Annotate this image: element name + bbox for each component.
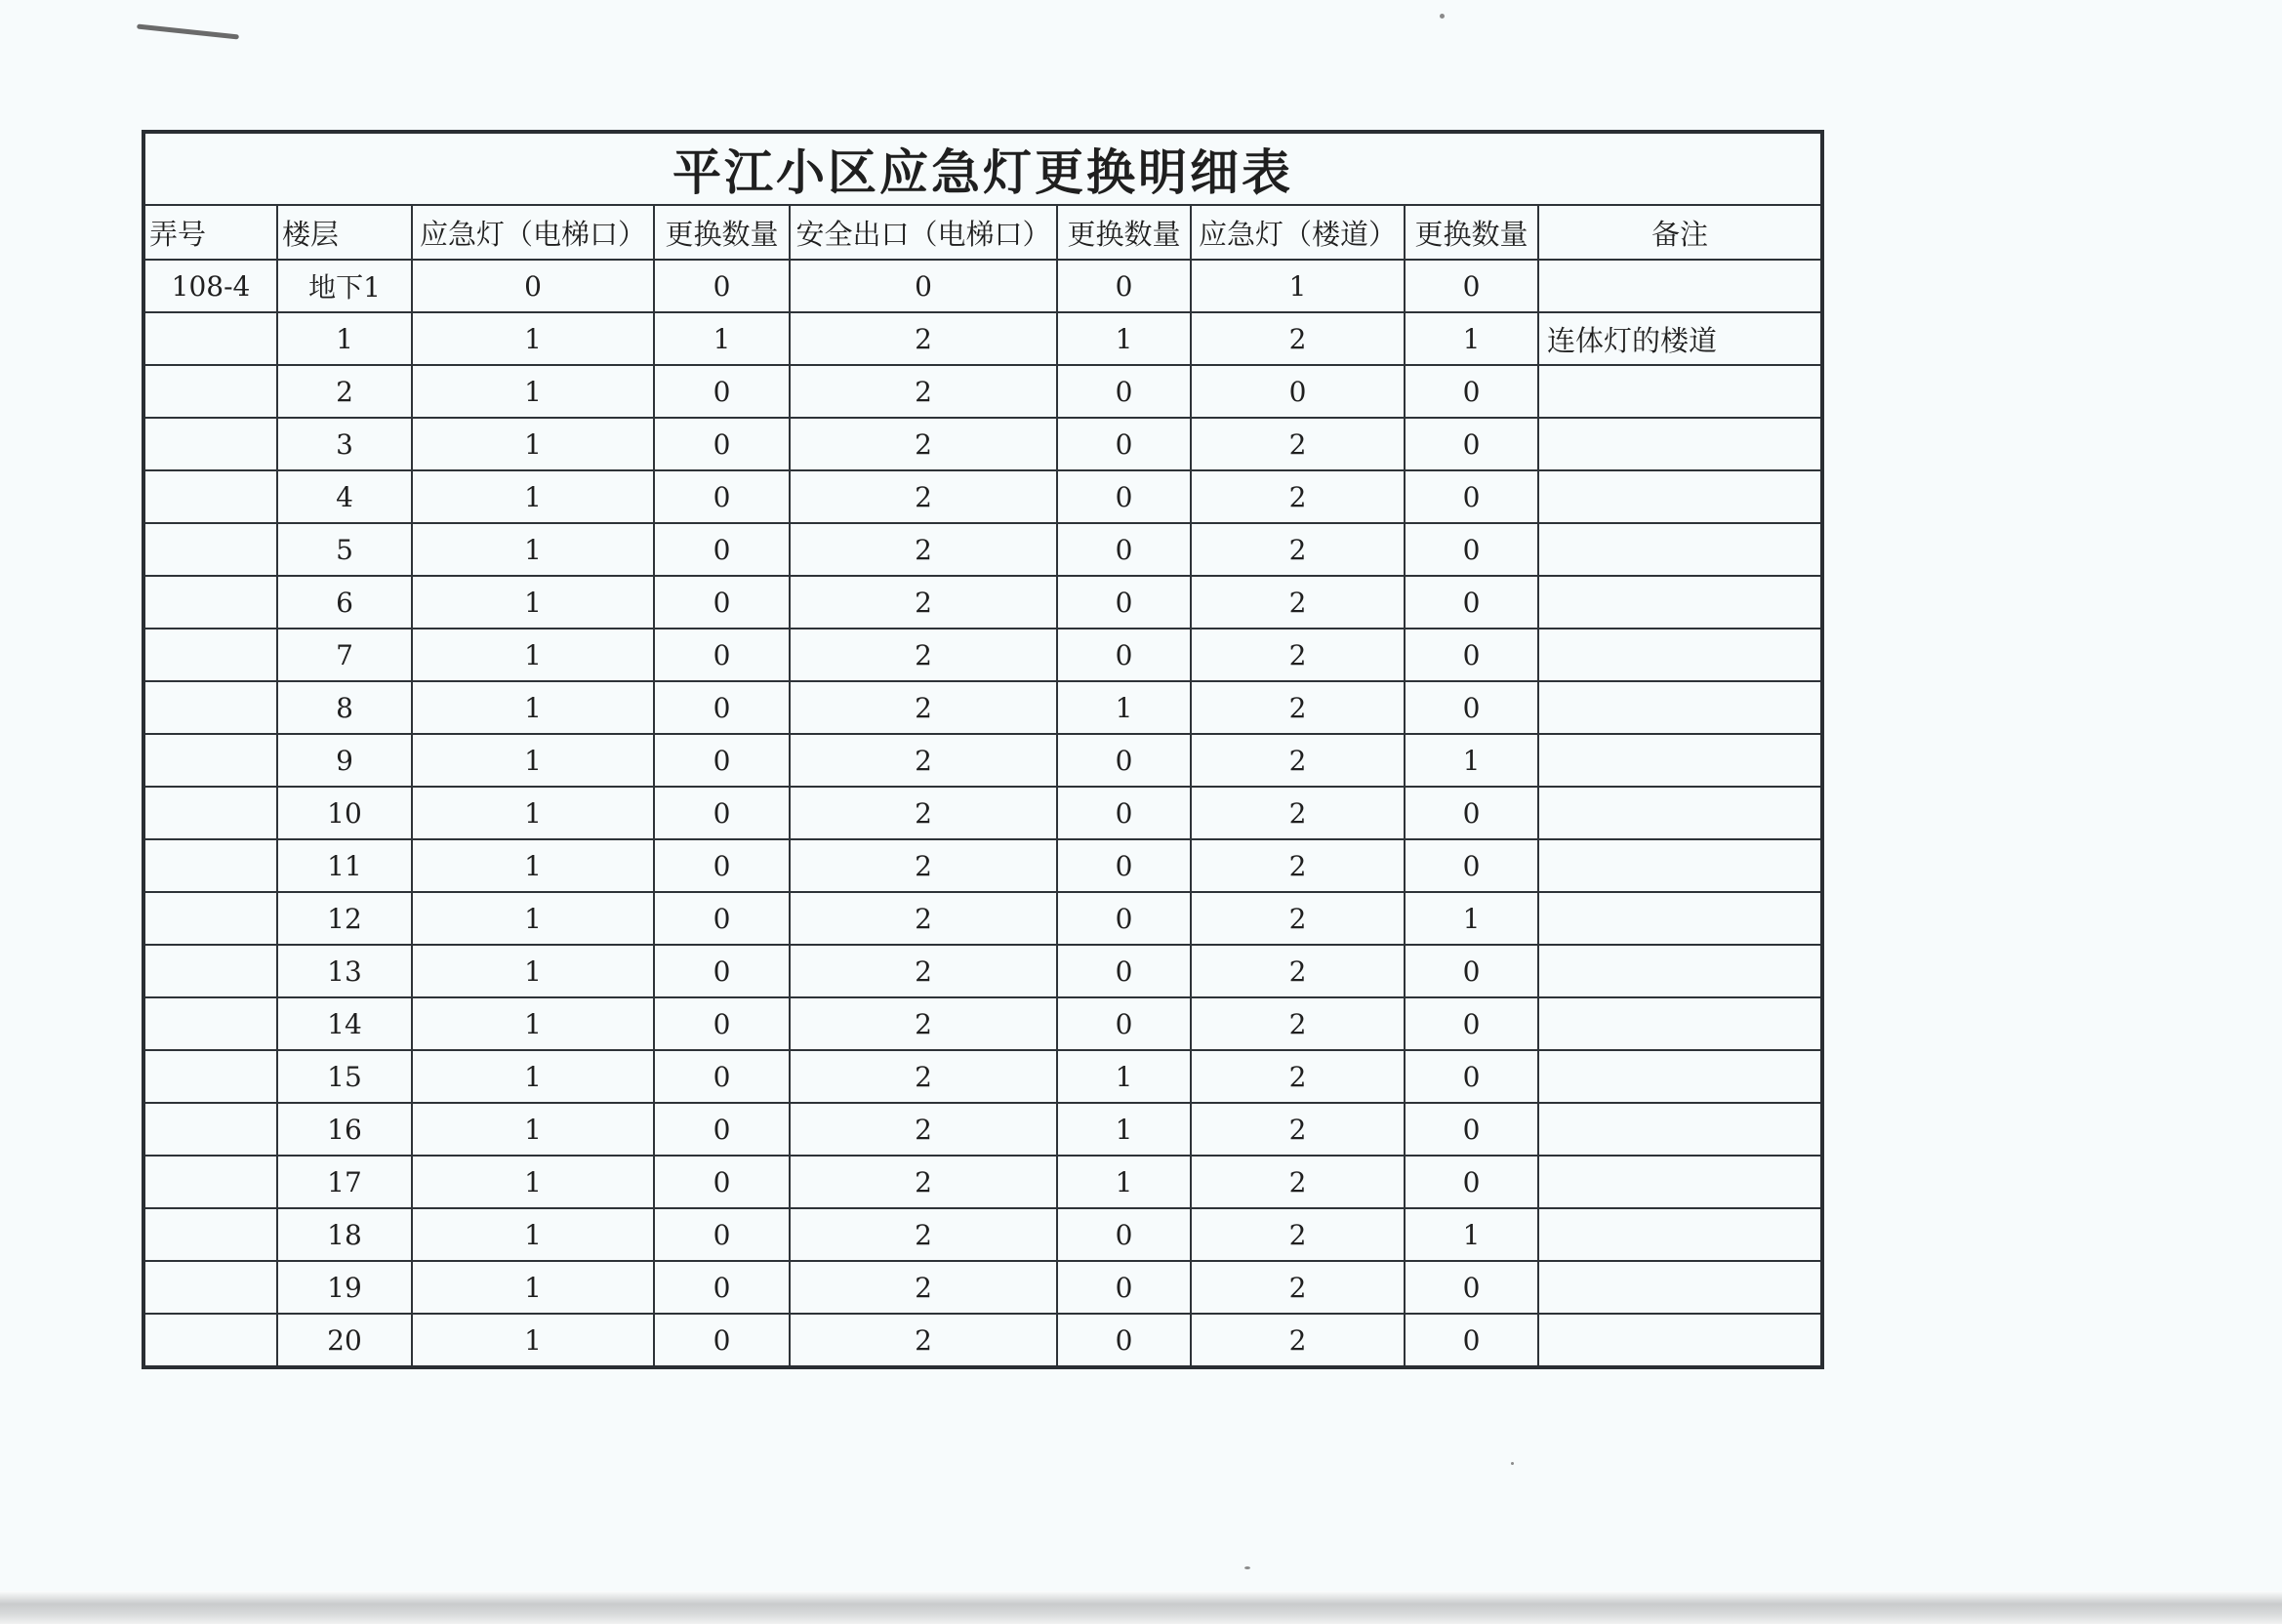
cell-lane: 108-4 <box>143 260 277 312</box>
cell-exit-elevator: 2 <box>790 734 1057 787</box>
cell-note <box>1538 1314 1822 1367</box>
cell-replace-1: 0 <box>654 997 790 1050</box>
cell-replace-3: 0 <box>1405 1050 1538 1103</box>
cell-replace-1: 0 <box>654 629 790 681</box>
cell-replace-2: 0 <box>1057 997 1191 1050</box>
header-emergency-elevator: 应急灯（电梯口） <box>412 205 654 260</box>
cell-note <box>1538 892 1822 945</box>
cell-emergency-stair: 2 <box>1191 312 1405 365</box>
cell-replace-1: 0 <box>654 681 790 734</box>
cell-emergency-stair: 2 <box>1191 734 1405 787</box>
cell-note <box>1538 365 1822 418</box>
cell-emergency-elevator: 1 <box>412 1314 654 1367</box>
cell-emergency-stair: 2 <box>1191 523 1405 576</box>
cell-exit-elevator: 2 <box>790 1050 1057 1103</box>
table-row <box>143 470 1822 523</box>
table-row <box>143 787 1822 839</box>
cell-replace-1: 0 <box>654 892 790 945</box>
cell-lane <box>143 629 277 681</box>
cell-note <box>1538 523 1822 576</box>
cell-replace-2: 1 <box>1057 681 1191 734</box>
cell-emergency-elevator: 1 <box>412 470 654 523</box>
cell-emergency-stair: 2 <box>1191 1156 1405 1208</box>
cell-exit-elevator: 2 <box>790 1261 1057 1314</box>
cell-floor: 2 <box>277 365 412 418</box>
header-replace-1: 更换数量 <box>654 205 790 260</box>
cell-note <box>1538 576 1822 629</box>
header-replace-3: 更换数量 <box>1405 205 1538 260</box>
cell-emergency-stair: 2 <box>1191 576 1405 629</box>
pen-mark <box>137 24 239 40</box>
table-row <box>143 1103 1822 1156</box>
table-row <box>143 1208 1822 1261</box>
cell-emergency-elevator: 1 <box>412 629 654 681</box>
cell-emergency-stair: 2 <box>1191 1050 1405 1103</box>
cell-exit-elevator: 2 <box>790 1103 1057 1156</box>
cell-emergency-elevator: 1 <box>412 1261 654 1314</box>
cell-replace-1: 0 <box>654 365 790 418</box>
cell-lane <box>143 1208 277 1261</box>
cell-emergency-elevator: 1 <box>412 997 654 1050</box>
cell-replace-1: 0 <box>654 470 790 523</box>
cell-note <box>1538 1208 1822 1261</box>
cell-replace-1: 0 <box>654 260 790 312</box>
cell-replace-1: 0 <box>654 787 790 839</box>
cell-note <box>1538 470 1822 523</box>
scan-edge <box>0 1591 2282 1624</box>
cell-exit-elevator: 2 <box>790 418 1057 470</box>
cell-exit-elevator: 2 <box>790 523 1057 576</box>
cell-exit-elevator: 2 <box>790 945 1057 997</box>
cell-emergency-elevator: 1 <box>412 576 654 629</box>
cell-emergency-elevator: 0 <box>412 260 654 312</box>
header-lane: 弄号 <box>143 205 277 260</box>
cell-replace-1: 0 <box>654 418 790 470</box>
cell-lane <box>143 997 277 1050</box>
cell-emergency-stair: 2 <box>1191 787 1405 839</box>
cell-replace-3: 0 <box>1405 1314 1538 1367</box>
cell-replace-2: 1 <box>1057 312 1191 365</box>
header-floor: 楼层 <box>277 205 412 260</box>
cell-emergency-stair: 2 <box>1191 1314 1405 1367</box>
cell-replace-1: 0 <box>654 839 790 892</box>
cell-replace-1: 0 <box>654 1103 790 1156</box>
cell-replace-3: 1 <box>1405 892 1538 945</box>
cell-floor: 15 <box>277 1050 412 1103</box>
cell-lane <box>143 1156 277 1208</box>
cell-floor: 10 <box>277 787 412 839</box>
cell-emergency-elevator: 1 <box>412 418 654 470</box>
cell-replace-2: 0 <box>1057 418 1191 470</box>
cell-replace-3: 0 <box>1405 260 1538 312</box>
table-row <box>143 1261 1822 1314</box>
table-row <box>143 260 1822 312</box>
cell-emergency-stair: 2 <box>1191 681 1405 734</box>
cell-floor: 8 <box>277 681 412 734</box>
table-row <box>143 418 1822 470</box>
cell-replace-3: 0 <box>1405 839 1538 892</box>
cell-emergency-elevator: 1 <box>412 839 654 892</box>
cell-emergency-elevator: 1 <box>412 945 654 997</box>
cell-replace-1: 0 <box>654 1050 790 1103</box>
cell-replace-2: 0 <box>1057 260 1191 312</box>
cell-replace-1: 0 <box>654 1261 790 1314</box>
cell-lane <box>143 470 277 523</box>
table-row <box>143 734 1822 787</box>
cell-replace-3: 1 <box>1405 1208 1538 1261</box>
cell-floor: 16 <box>277 1103 412 1156</box>
cell-emergency-elevator: 1 <box>412 892 654 945</box>
cell-lane <box>143 787 277 839</box>
cell-exit-elevator: 2 <box>790 681 1057 734</box>
cell-emergency-stair: 2 <box>1191 1261 1405 1314</box>
cell-replace-1: 0 <box>654 945 790 997</box>
cell-floor: 14 <box>277 997 412 1050</box>
cell-exit-elevator: 2 <box>790 787 1057 839</box>
cell-replace-3: 1 <box>1405 734 1538 787</box>
cell-lane <box>143 312 277 365</box>
table-row <box>143 892 1822 945</box>
cell-emergency-elevator: 1 <box>412 1103 654 1156</box>
cell-lane <box>143 839 277 892</box>
cell-exit-elevator: 2 <box>790 576 1057 629</box>
table-row <box>143 312 1822 365</box>
cell-replace-3: 0 <box>1405 418 1538 470</box>
cell-replace-3: 0 <box>1405 681 1538 734</box>
cell-replace-2: 1 <box>1057 1156 1191 1208</box>
table-row <box>143 523 1822 576</box>
cell-exit-elevator: 2 <box>790 892 1057 945</box>
table-row <box>143 997 1822 1050</box>
cell-replace-2: 0 <box>1057 839 1191 892</box>
cell-replace-3: 0 <box>1405 365 1538 418</box>
cell-note <box>1538 1156 1822 1208</box>
cell-floor: 12 <box>277 892 412 945</box>
scan-speck <box>1440 14 1445 19</box>
replacement-table <box>142 130 1824 1369</box>
table-row <box>143 945 1822 997</box>
cell-emergency-stair: 2 <box>1191 470 1405 523</box>
scan-speck <box>1511 1462 1514 1465</box>
cell-emergency-stair: 2 <box>1191 997 1405 1050</box>
cell-replace-2: 1 <box>1057 1103 1191 1156</box>
cell-lane <box>143 523 277 576</box>
cell-replace-2: 0 <box>1057 576 1191 629</box>
cell-lane <box>143 1314 277 1367</box>
cell-emergency-elevator: 1 <box>412 681 654 734</box>
cell-replace-2: 0 <box>1057 629 1191 681</box>
cell-replace-2: 0 <box>1057 787 1191 839</box>
cell-replace-1: 1 <box>654 312 790 365</box>
cell-replace-1: 0 <box>654 734 790 787</box>
cell-lane <box>143 681 277 734</box>
table-row <box>143 1314 1822 1367</box>
cell-exit-elevator: 2 <box>790 1314 1057 1367</box>
header-replace-2: 更换数量 <box>1057 205 1191 260</box>
cell-floor: 3 <box>277 418 412 470</box>
cell-replace-1: 0 <box>654 1314 790 1367</box>
cell-replace-3: 0 <box>1405 997 1538 1050</box>
cell-floor: 18 <box>277 1208 412 1261</box>
cell-note: 连体灯的楼道 <box>1538 312 1822 365</box>
cell-exit-elevator: 2 <box>790 1156 1057 1208</box>
cell-note <box>1538 681 1822 734</box>
table-row <box>143 839 1822 892</box>
cell-emergency-stair: 2 <box>1191 1103 1405 1156</box>
cell-lane <box>143 945 277 997</box>
cell-replace-2: 0 <box>1057 1261 1191 1314</box>
cell-exit-elevator: 2 <box>790 839 1057 892</box>
cell-replace-1: 0 <box>654 523 790 576</box>
cell-replace-1: 0 <box>654 1156 790 1208</box>
cell-replace-2: 0 <box>1057 734 1191 787</box>
cell-emergency-elevator: 1 <box>412 365 654 418</box>
cell-replace-3: 0 <box>1405 1156 1538 1208</box>
cell-emergency-elevator: 1 <box>412 1156 654 1208</box>
cell-replace-3: 0 <box>1405 470 1538 523</box>
cell-replace-3: 0 <box>1405 787 1538 839</box>
cell-note <box>1538 418 1822 470</box>
cell-note <box>1538 1050 1822 1103</box>
cell-emergency-elevator: 1 <box>412 523 654 576</box>
cell-lane <box>143 365 277 418</box>
cell-floor: 9 <box>277 734 412 787</box>
cell-exit-elevator: 2 <box>790 312 1057 365</box>
cell-replace-3: 0 <box>1405 945 1538 997</box>
cell-lane <box>143 418 277 470</box>
cell-replace-3: 1 <box>1405 312 1538 365</box>
table-row <box>143 365 1822 418</box>
header-emergency-stair: 应急灯（楼道） <box>1191 205 1405 260</box>
cell-floor: 1 <box>277 312 412 365</box>
cell-emergency-stair: 2 <box>1191 1208 1405 1261</box>
cell-exit-elevator: 2 <box>790 997 1057 1050</box>
header-note: 备注 <box>1538 205 1822 260</box>
cell-replace-3: 0 <box>1405 1261 1538 1314</box>
table-title: 平江小区应急灯更换明细表 <box>143 132 1822 205</box>
cell-lane <box>143 576 277 629</box>
cell-lane <box>143 1261 277 1314</box>
cell-note <box>1538 1103 1822 1156</box>
cell-replace-2: 1 <box>1057 1050 1191 1103</box>
cell-lane <box>143 892 277 945</box>
cell-replace-2: 0 <box>1057 365 1191 418</box>
cell-emergency-stair: 2 <box>1191 892 1405 945</box>
cell-emergency-stair: 2 <box>1191 629 1405 681</box>
cell-floor: 11 <box>277 839 412 892</box>
cell-exit-elevator: 2 <box>790 629 1057 681</box>
cell-note <box>1538 839 1822 892</box>
cell-emergency-stair: 2 <box>1191 839 1405 892</box>
cell-emergency-elevator: 1 <box>412 787 654 839</box>
cell-floor: 13 <box>277 945 412 997</box>
cell-replace-3: 0 <box>1405 629 1538 681</box>
cell-replace-1: 0 <box>654 1208 790 1261</box>
header-exit-elevator: 安全出口（电梯口） <box>790 205 1057 260</box>
cell-floor: 5 <box>277 523 412 576</box>
cell-note <box>1538 260 1822 312</box>
cell-lane <box>143 1050 277 1103</box>
header-row <box>143 205 1822 260</box>
cell-exit-elevator: 2 <box>790 1208 1057 1261</box>
cell-replace-2: 0 <box>1057 523 1191 576</box>
cell-note <box>1538 787 1822 839</box>
scan-speck <box>1244 1566 1250 1569</box>
cell-floor: 地下1 <box>277 260 412 312</box>
cell-emergency-stair: 2 <box>1191 418 1405 470</box>
cell-exit-elevator: 2 <box>790 470 1057 523</box>
cell-emergency-elevator: 1 <box>412 312 654 365</box>
cell-floor: 7 <box>277 629 412 681</box>
cell-note <box>1538 1261 1822 1314</box>
cell-note <box>1538 997 1822 1050</box>
cell-replace-2: 0 <box>1057 470 1191 523</box>
table-row <box>143 681 1822 734</box>
cell-replace-3: 0 <box>1405 576 1538 629</box>
table-row <box>143 1050 1822 1103</box>
cell-exit-elevator: 2 <box>790 365 1057 418</box>
cell-emergency-elevator: 1 <box>412 1050 654 1103</box>
cell-exit-elevator: 0 <box>790 260 1057 312</box>
cell-floor: 17 <box>277 1156 412 1208</box>
cell-emergency-elevator: 1 <box>412 1208 654 1261</box>
cell-note <box>1538 734 1822 787</box>
cell-emergency-elevator: 1 <box>412 734 654 787</box>
cell-floor: 4 <box>277 470 412 523</box>
cell-emergency-stair: 2 <box>1191 945 1405 997</box>
cell-replace-3: 0 <box>1405 523 1538 576</box>
cell-note <box>1538 945 1822 997</box>
cell-lane <box>143 1103 277 1156</box>
cell-floor: 6 <box>277 576 412 629</box>
cell-replace-2: 0 <box>1057 1314 1191 1367</box>
cell-replace-2: 0 <box>1057 1208 1191 1261</box>
cell-note <box>1538 629 1822 681</box>
cell-replace-1: 0 <box>654 576 790 629</box>
cell-replace-3: 0 <box>1405 1103 1538 1156</box>
cell-replace-2: 0 <box>1057 892 1191 945</box>
table-row <box>143 1156 1822 1208</box>
cell-emergency-stair: 0 <box>1191 365 1405 418</box>
cell-emergency-stair: 1 <box>1191 260 1405 312</box>
cell-lane <box>143 734 277 787</box>
table-row <box>143 629 1822 681</box>
table-row <box>143 576 1822 629</box>
cell-floor: 19 <box>277 1261 412 1314</box>
cell-replace-2: 0 <box>1057 945 1191 997</box>
cell-floor: 20 <box>277 1314 412 1367</box>
